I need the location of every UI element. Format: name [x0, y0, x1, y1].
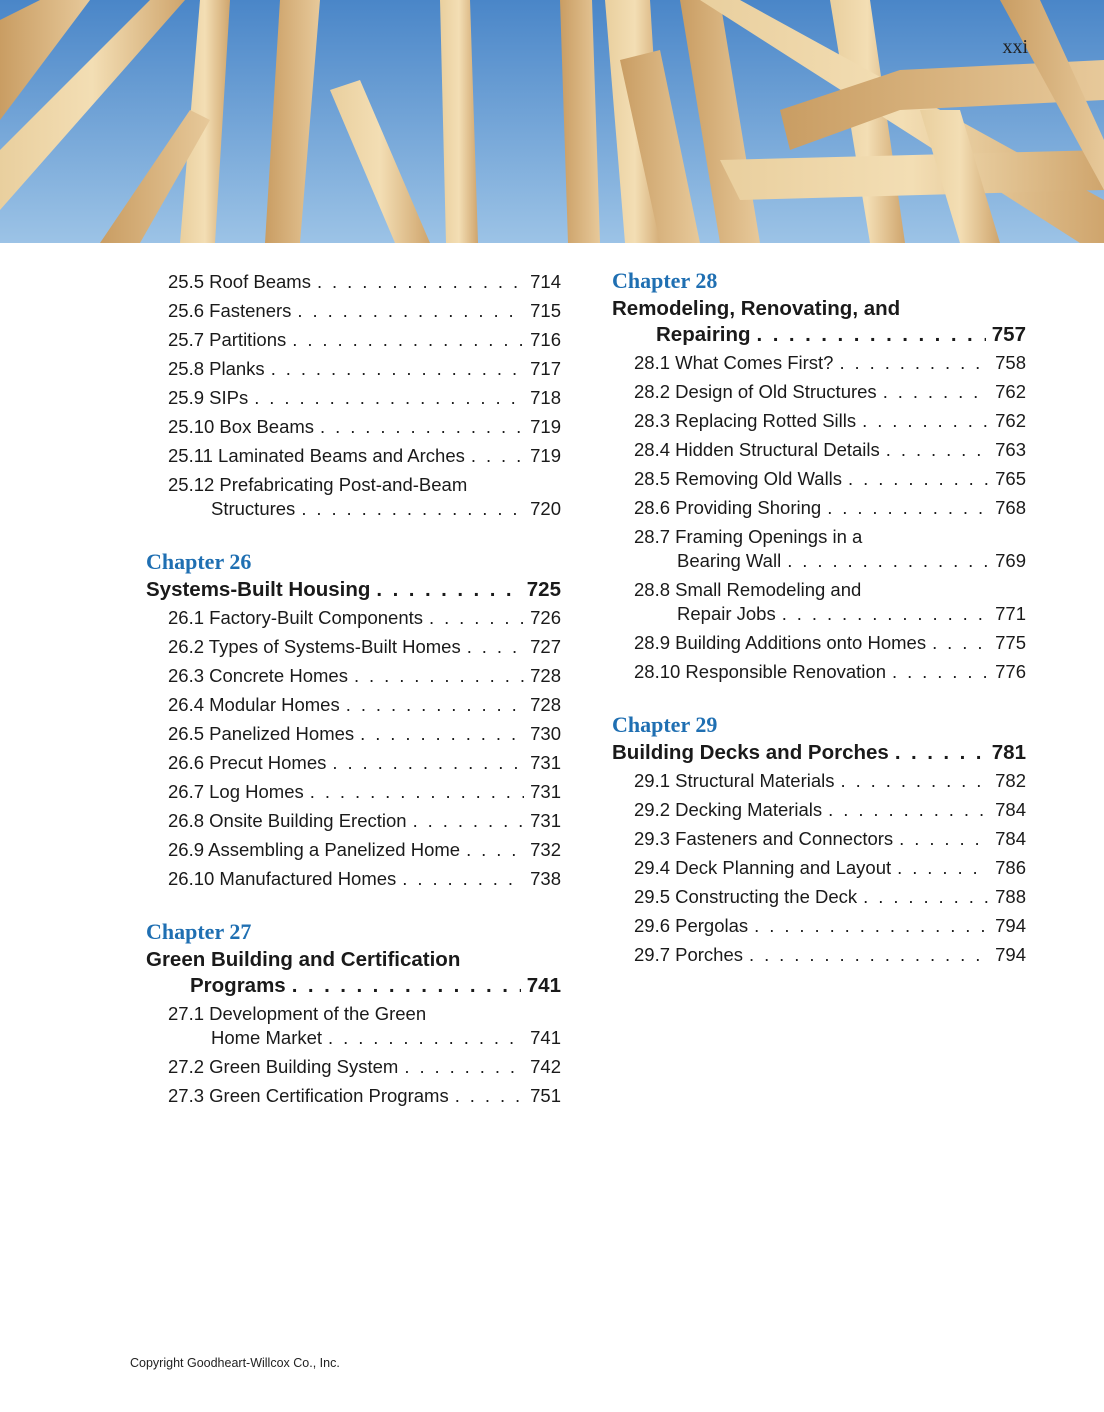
toc-entry[interactable]: 25.12 Prefabricating Post-and-Beam Structures . . . 720	[146, 473, 561, 521]
toc-entry[interactable]: 26.6 Precut Homes . . . 731	[146, 751, 561, 775]
toc-entry[interactable]: 25.6 Fasteners . . . 715	[146, 299, 561, 323]
toc-entry[interactable]: 28.8 Small Remodeling and Repair Jobs . . . 771	[612, 578, 1026, 626]
toc-entry[interactable]: 28.4 Hidden Structural Details . . . 763	[612, 438, 1026, 462]
toc-entry[interactable]: 29.3 Fasteners and Connectors . . . 784	[612, 827, 1026, 851]
toc-entry[interactable]: 26.3 Concrete Homes . . . 728	[146, 664, 561, 688]
toc-entry[interactable]: 26.2 Types of Systems-Built Homes . . . 727	[146, 635, 561, 659]
toc-entry[interactable]: 26.4 Modular Homes . . . 728	[146, 693, 561, 717]
toc-entry[interactable]: 27.2 Green Building System . . . 742	[146, 1055, 561, 1079]
toc-left-column	[146, 262, 561, 1130]
toc-entry[interactable]: 25.10 Box Beams . . . 719	[146, 415, 561, 439]
toc-right-column	[612, 262, 1026, 989]
toc-entry[interactable]: 29.4 Deck Planning and Layout . . . 786	[612, 856, 1026, 880]
toc-chapter-27	[146, 913, 561, 1108]
toc-entry[interactable]: 28.9 Building Additions onto Homes . . . 775	[612, 631, 1026, 655]
chapter-label: Chapter 28	[612, 268, 718, 293]
toc-entry[interactable]: 28.6 Providing Shoring . . . 768	[612, 496, 1026, 520]
toc-entry[interactable]: 26.10 Manufactured Homes . . . 738	[146, 867, 561, 891]
header-photo	[0, 0, 1104, 243]
toc-entry[interactable]: 26.7 Log Homes . . . 731	[146, 780, 561, 804]
chapter-label: Chapter 29	[612, 712, 718, 737]
toc-entry[interactable]: 26.5 Panelized Homes . . . 730	[146, 722, 561, 746]
toc-entry[interactable]: 26.9 Assembling a Panelized Home . . . 732	[146, 838, 561, 862]
toc-chapter-28	[612, 262, 1026, 684]
toc-entry[interactable]: 28.1 What Comes First? . . . 758	[612, 351, 1026, 375]
page-number: xxi	[1002, 36, 1028, 58]
toc-continued-section	[146, 270, 561, 521]
toc-entry[interactable]: 26.1 Factory-Built Components . . . 726	[146, 606, 561, 630]
toc-entry[interactable]: 29.6 Pergolas . . . 794	[612, 914, 1026, 938]
chapter-label: Chapter 26	[146, 549, 252, 574]
toc-entry[interactable]: 28.7 Framing Openings in a Bearing Wall . . . 769	[612, 525, 1026, 573]
toc-entry[interactable]: 28.5 Removing Old Walls . . . 765	[612, 467, 1026, 491]
toc-entry[interactable]: 28.2 Design of Old Structures . . . 762	[612, 380, 1026, 404]
toc-entry[interactable]: 25.8 Planks . . . 717	[146, 357, 561, 381]
timber-frame-image	[0, 0, 1104, 243]
toc-entry[interactable]: 28.10 Responsible Renovation . . . 776	[612, 660, 1026, 684]
toc-entry[interactable]: 25.5 Roof Beams . . . 714	[146, 270, 561, 294]
chapter-title[interactable]: Systems-Built Housing . . . 725	[146, 577, 561, 603]
chapter-title[interactable]: Green Building and Certification Programs . . . 741	[146, 947, 561, 999]
chapter-title[interactable]: Remodeling, Renovating, and Repairing . . . 757	[612, 296, 1026, 348]
toc-entry[interactable]: 29.1 Structural Materials . . . 782	[612, 769, 1026, 793]
toc-entry[interactable]: 29.5 Constructing the Deck . . . 788	[612, 885, 1026, 909]
toc-entry[interactable]: 27.3 Green Certification Programs . . . 751	[146, 1084, 561, 1108]
copyright-notice: Copyright Goodheart-Willcox Co., Inc.	[130, 1356, 340, 1370]
chapter-title[interactable]: Building Decks and Porches . . . 781	[612, 740, 1026, 766]
chapter-label: Chapter 27	[146, 919, 252, 944]
toc-entry[interactable]: 26.8 Onsite Building Erection . . . 731	[146, 809, 561, 833]
toc-entry[interactable]: 29.7 Porches . . . 794	[612, 943, 1026, 967]
toc-entry[interactable]: 29.2 Decking Materials . . . 784	[612, 798, 1026, 822]
toc-entry[interactable]: 28.3 Replacing Rotted Sills . . . 762	[612, 409, 1026, 433]
toc-entry[interactable]: 25.9 SIPs . . . 718	[146, 386, 561, 410]
toc-entry[interactable]: 27.1 Development of the Green Home Market . . . 741	[146, 1002, 561, 1050]
toc-chapter-29	[612, 706, 1026, 967]
toc-entry[interactable]: 25.11 Laminated Beams and Arches . . . 719	[146, 444, 561, 468]
toc-chapter-26	[146, 543, 561, 891]
toc-entry[interactable]: 25.7 Partitions . . . 716	[146, 328, 561, 352]
